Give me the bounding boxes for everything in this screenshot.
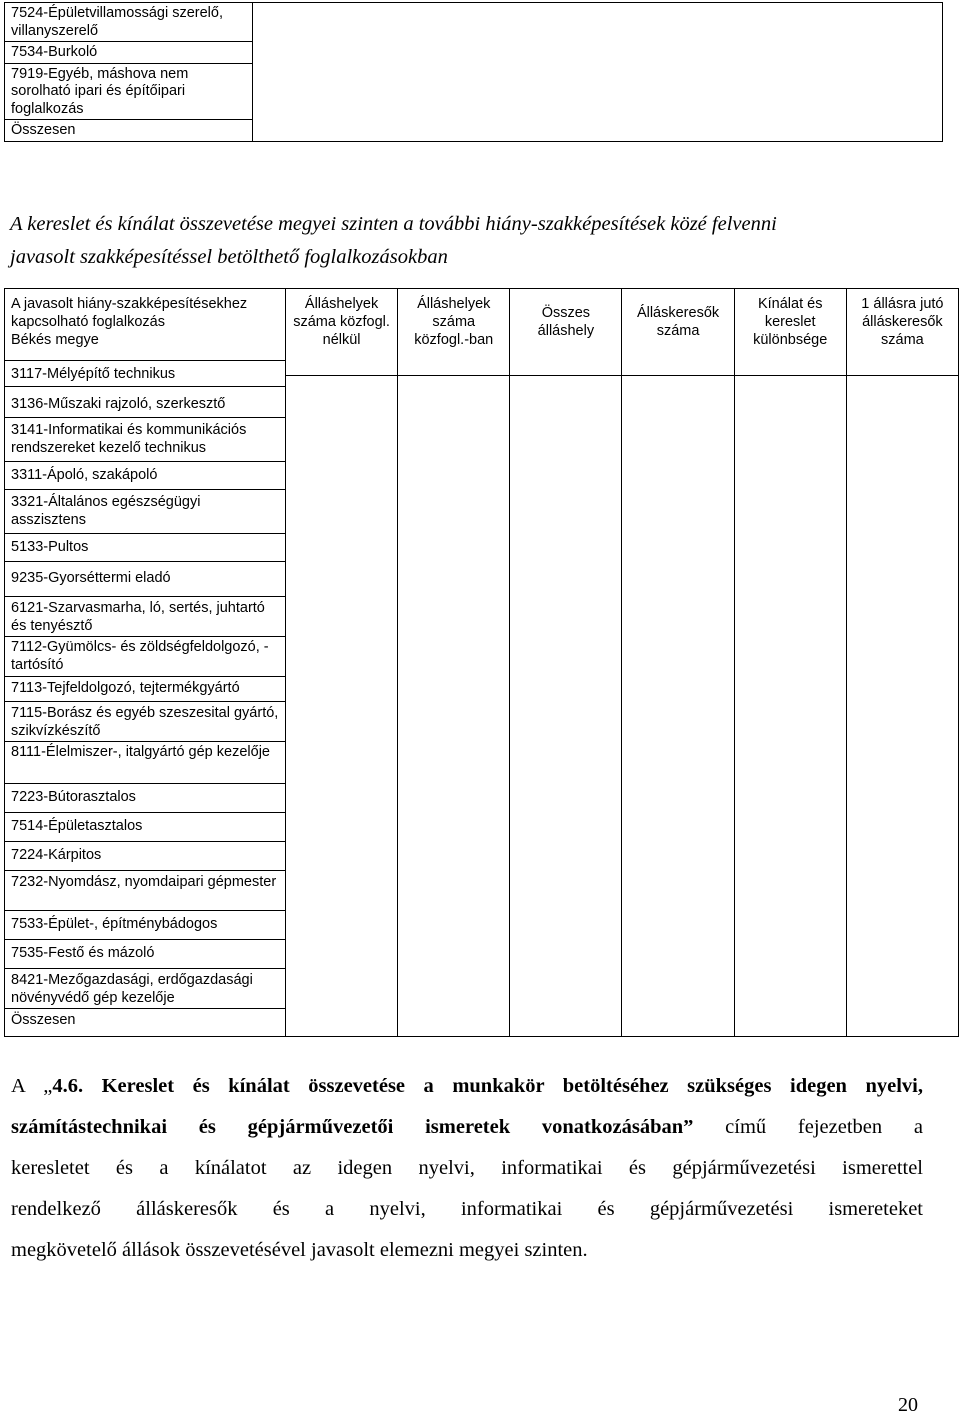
occupation-column xyxy=(5,3,253,142)
header-text: kapcsolható foglalkozás xyxy=(11,314,165,330)
table-row: 9235-Gyorséttermi eladó xyxy=(5,562,285,597)
table-row: 6121-Szarvasmarha, ló, sertés, juhtartó és tenyésztő xyxy=(5,597,285,637)
empty-data-cell xyxy=(846,376,958,1037)
table-row: 7113-Tejfeldolgozó, tejtermékgyártó xyxy=(5,677,285,702)
table-row: 7224-Kárpitos xyxy=(5,842,285,871)
table-row: 5133-Pultos xyxy=(5,534,285,562)
table-row: 7534-Burkoló xyxy=(5,42,252,64)
header-text: Békés megye xyxy=(11,332,99,348)
header-text: Összes xyxy=(541,305,591,321)
table-row: 3136-Műszaki rajzoló, szerkesztő xyxy=(5,387,285,418)
header-text: kereslet xyxy=(764,314,816,330)
header-text: Álláshelyek xyxy=(304,296,379,312)
header-text: száma xyxy=(656,323,700,339)
table-row: 3311-Ápoló, szakápoló xyxy=(5,462,285,490)
occupation-column xyxy=(5,387,286,1037)
table-header-row xyxy=(5,289,959,376)
header-text: álláskeresők xyxy=(862,314,943,330)
referenced-section-title: 4.6. Kereslet és kínálat összevetése a munkakör betöltéséhez szükséges idegen nyelvi, xyxy=(52,1075,923,1097)
header-jobseekers xyxy=(622,289,734,376)
paragraph-line: keresletet és a kínálatot az idegen nyelvi, informatikai és gépjárművezetési ismerettel xyxy=(11,1157,923,1179)
section-heading-line: javasolt szakképesítéssel betölthető foglalkozásokban xyxy=(10,246,448,268)
referenced-section-title: számítástechnikai és gépjárművezetői ismeretek vonatkozásában” xyxy=(11,1116,694,1138)
empty-data-cell xyxy=(286,376,398,1037)
paragraph-line xyxy=(11,1066,923,1107)
paragraph-line xyxy=(11,1107,923,1148)
page-number: 20 xyxy=(898,1394,918,1416)
supply-demand-table xyxy=(4,288,959,1037)
section-heading-line: A kereslet és kínálat összevetése megyei szinten a további hiány-szakképesítések közé felvenni xyxy=(10,213,777,235)
empty-data-cell xyxy=(510,376,622,1037)
table-row: 3141-Informatikai és kommunikációs rendszereket kezelő technikus xyxy=(5,418,285,462)
header-text: 1 állásra jutó xyxy=(861,296,944,312)
header-supply-demand-difference xyxy=(734,289,846,376)
header-text: nélkül xyxy=(322,332,361,348)
table-row: 8111-Élelmiszer-, italgyártó gép kezelője xyxy=(5,742,285,784)
header-vacancies-without-public-work xyxy=(286,289,398,376)
table-row: 7524-Épületvillamossági szerelő, villanyszerelő xyxy=(5,3,252,42)
header-text: Álláskeresők xyxy=(636,305,720,321)
table-row: 7115-Borász és egyéb szeszesital gyártó, szikvízkészítő xyxy=(5,702,285,742)
table-row: 7232-Nyomdász, nyomdaipari gépmester xyxy=(5,871,285,911)
table-row: 7535-Festő és mázoló xyxy=(5,940,285,969)
paragraph-line: megkövetelő állások összevetésével javasolt elemezni megyei szinten. xyxy=(11,1239,588,1261)
table-row: 7919-Egyéb, máshova nem sorolható ipari és építőipari foglalkozás xyxy=(5,64,252,121)
header-text: Kínálat és xyxy=(757,296,823,312)
table-row: 7514-Épületasztalos xyxy=(5,813,285,842)
body-paragraph xyxy=(11,1066,923,1271)
table-row-total: Összesen xyxy=(11,1012,76,1028)
header-occupation xyxy=(5,289,285,361)
header-text: száma xyxy=(432,314,476,330)
header-vacancies-public-work xyxy=(398,289,510,376)
header-text: álláshely xyxy=(537,323,595,339)
table-row: 7223-Bútorasztalos xyxy=(5,784,285,813)
header-text: közfogl.-ban xyxy=(414,332,494,348)
table-row: 7533-Épület-, építménybádogos xyxy=(5,911,285,940)
header-text: Álláshelyek xyxy=(417,296,491,312)
header-text: A javasolt hiány-szakképesítésekhez xyxy=(11,296,248,312)
empty-data-cell xyxy=(734,376,846,1037)
table-row-total: Összesen xyxy=(11,122,76,138)
paragraph-line: rendelkező álláskeresők és a nyelvi, informatikai és gépjárművezetési ismereteket xyxy=(11,1198,923,1220)
header-total-vacancies xyxy=(510,289,622,376)
continuation-table xyxy=(4,2,943,142)
table-row: 3117-Mélyépítő technikus xyxy=(11,366,176,382)
empty-data-cell xyxy=(253,3,943,142)
section-heading xyxy=(10,208,940,274)
empty-data-cell xyxy=(622,376,734,1037)
paragraph-text: A „ xyxy=(11,1075,53,1097)
header-text: száma közfogl. xyxy=(293,314,390,330)
header-jobseekers-per-vacancy xyxy=(846,289,958,376)
paragraph-text: című fejezetben a xyxy=(693,1116,923,1138)
table-row: 3321-Általános egészségügyi asszisztens xyxy=(5,490,285,534)
header-text: különbsége xyxy=(753,332,828,348)
header-text: száma xyxy=(881,332,924,348)
table-row: 8421-Mezőgazdasági, erdőgazdasági növényvédő gép kezelője xyxy=(5,969,285,1009)
empty-data-cell xyxy=(398,376,510,1037)
table-row: 7112-Gyümölcs- és zöldségfeldolgozó, -tartósító xyxy=(5,637,285,677)
occupation-column xyxy=(5,289,286,387)
